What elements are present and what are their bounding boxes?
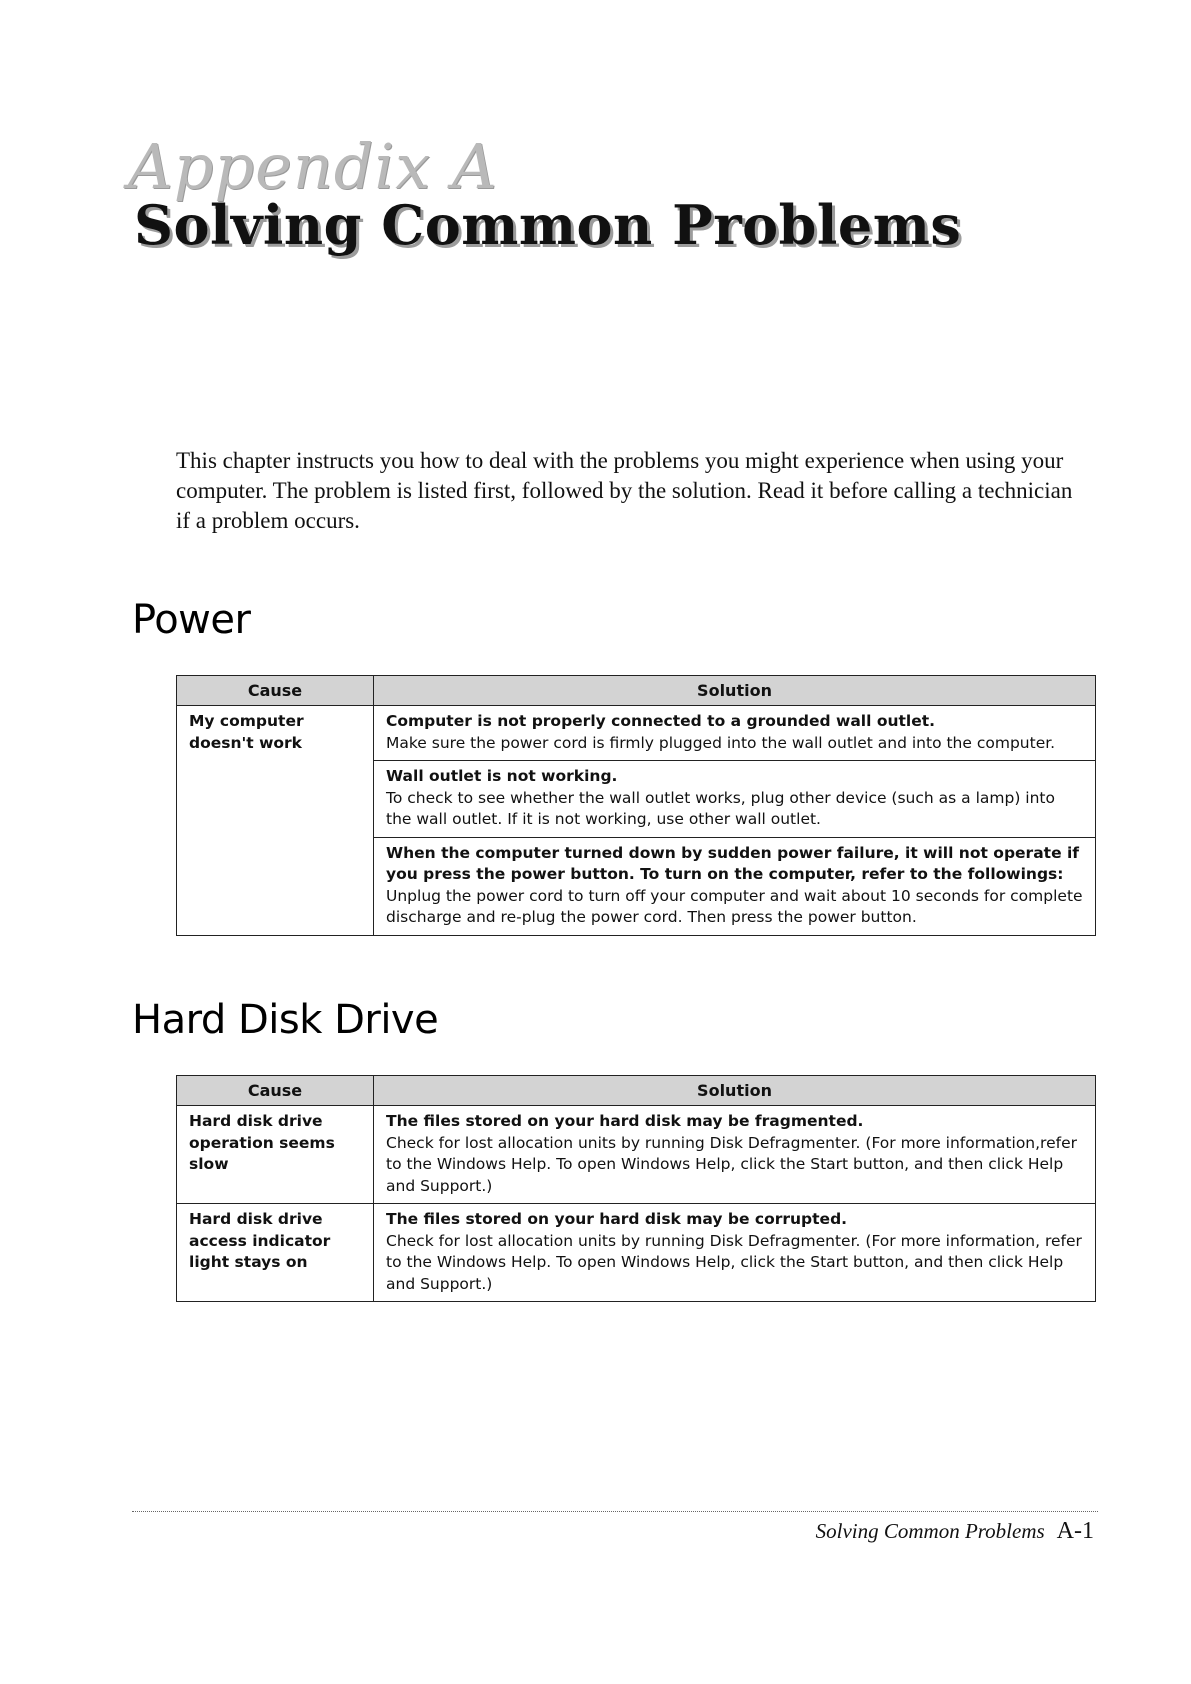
solution-title: Computer is not properly connected to a grounded wall outlet. [386, 712, 936, 730]
solution-text: Check for lost allocation units by running Disk Defragmenter. (For more information,refer to the Windows Help. To open Windows Help, click the Start button, and then click Help and Support.) [386, 1133, 1077, 1195]
page-footer [816, 1518, 1094, 1545]
solution-title: When the computer turned down by sudden power failure, it will not operate if you press the power button. To turn on the computer, refer to the followings: [386, 843, 1080, 883]
solution-text: Check for lost allocation units by running Disk Defragmenter. (For more information, refer to the Windows Help. To open Windows Help, click the Start button, and then click Help and Support.) [386, 1231, 1082, 1293]
solution-title: The files stored on your hard disk may be corrupted. [386, 1210, 848, 1228]
power-troubleshooting-table [176, 675, 1096, 936]
cause-column-header: Cause [177, 676, 374, 706]
solution-cell [374, 706, 1096, 761]
solution-text: Make sure the power cord is firmly plugged into the wall outlet and into the computer. [386, 733, 1056, 752]
power-section-heading: Power [132, 597, 251, 643]
solution-cell [374, 1204, 1096, 1302]
table-row [177, 1204, 1096, 1302]
footer-divider [132, 1511, 1098, 1512]
intro-paragraph: This chapter instructs you how to deal with the problems you might experience when using your computer. The problem is listed first, followed by the solution. Read it before calling a technician if a problem occurs. [176, 448, 1073, 533]
solution-text: To check to see whether the wall outlet works, plug other device (such as a lamp) into the wall outlet. If it is not working, use other wall outlet. [386, 788, 1055, 828]
solution-column-header: Solution [374, 676, 1096, 706]
cause-column-header: Cause [177, 1076, 374, 1106]
solution-title: Wall outlet is not working. [386, 767, 618, 785]
table-row [177, 1106, 1096, 1204]
running-title: Solving Common Problems [815, 1519, 1045, 1543]
cause-cell: Hard disk drive access indicator light stays on [177, 1204, 374, 1302]
hard-disk-troubleshooting-table [176, 1075, 1096, 1302]
table-header-row [177, 1076, 1096, 1106]
cause-cell: Hard disk drive operation seems slow [177, 1106, 374, 1204]
solution-title: The files stored on your hard disk may be fragmented. [386, 1112, 864, 1130]
solution-cell [374, 837, 1096, 935]
solution-text: Unplug the power cord to turn off your computer and wait about 10 seconds for complete discharge and re-plug the power cord. Then press the power button. [386, 886, 1083, 926]
solution-column-header: Solution [374, 1076, 1096, 1106]
page-number: A-1 [1056, 1518, 1094, 1544]
appendix-label: Appendix A [128, 130, 498, 203]
chapter-title: Solving Common Problems [134, 193, 962, 257]
solution-cell [374, 761, 1096, 838]
cause-cell: My computer doesn't work [177, 706, 374, 936]
hard-disk-section-heading: Hard Disk Drive [132, 997, 439, 1043]
table-row [177, 706, 1096, 761]
table-header-row [177, 676, 1096, 706]
solution-cell [374, 1106, 1096, 1204]
